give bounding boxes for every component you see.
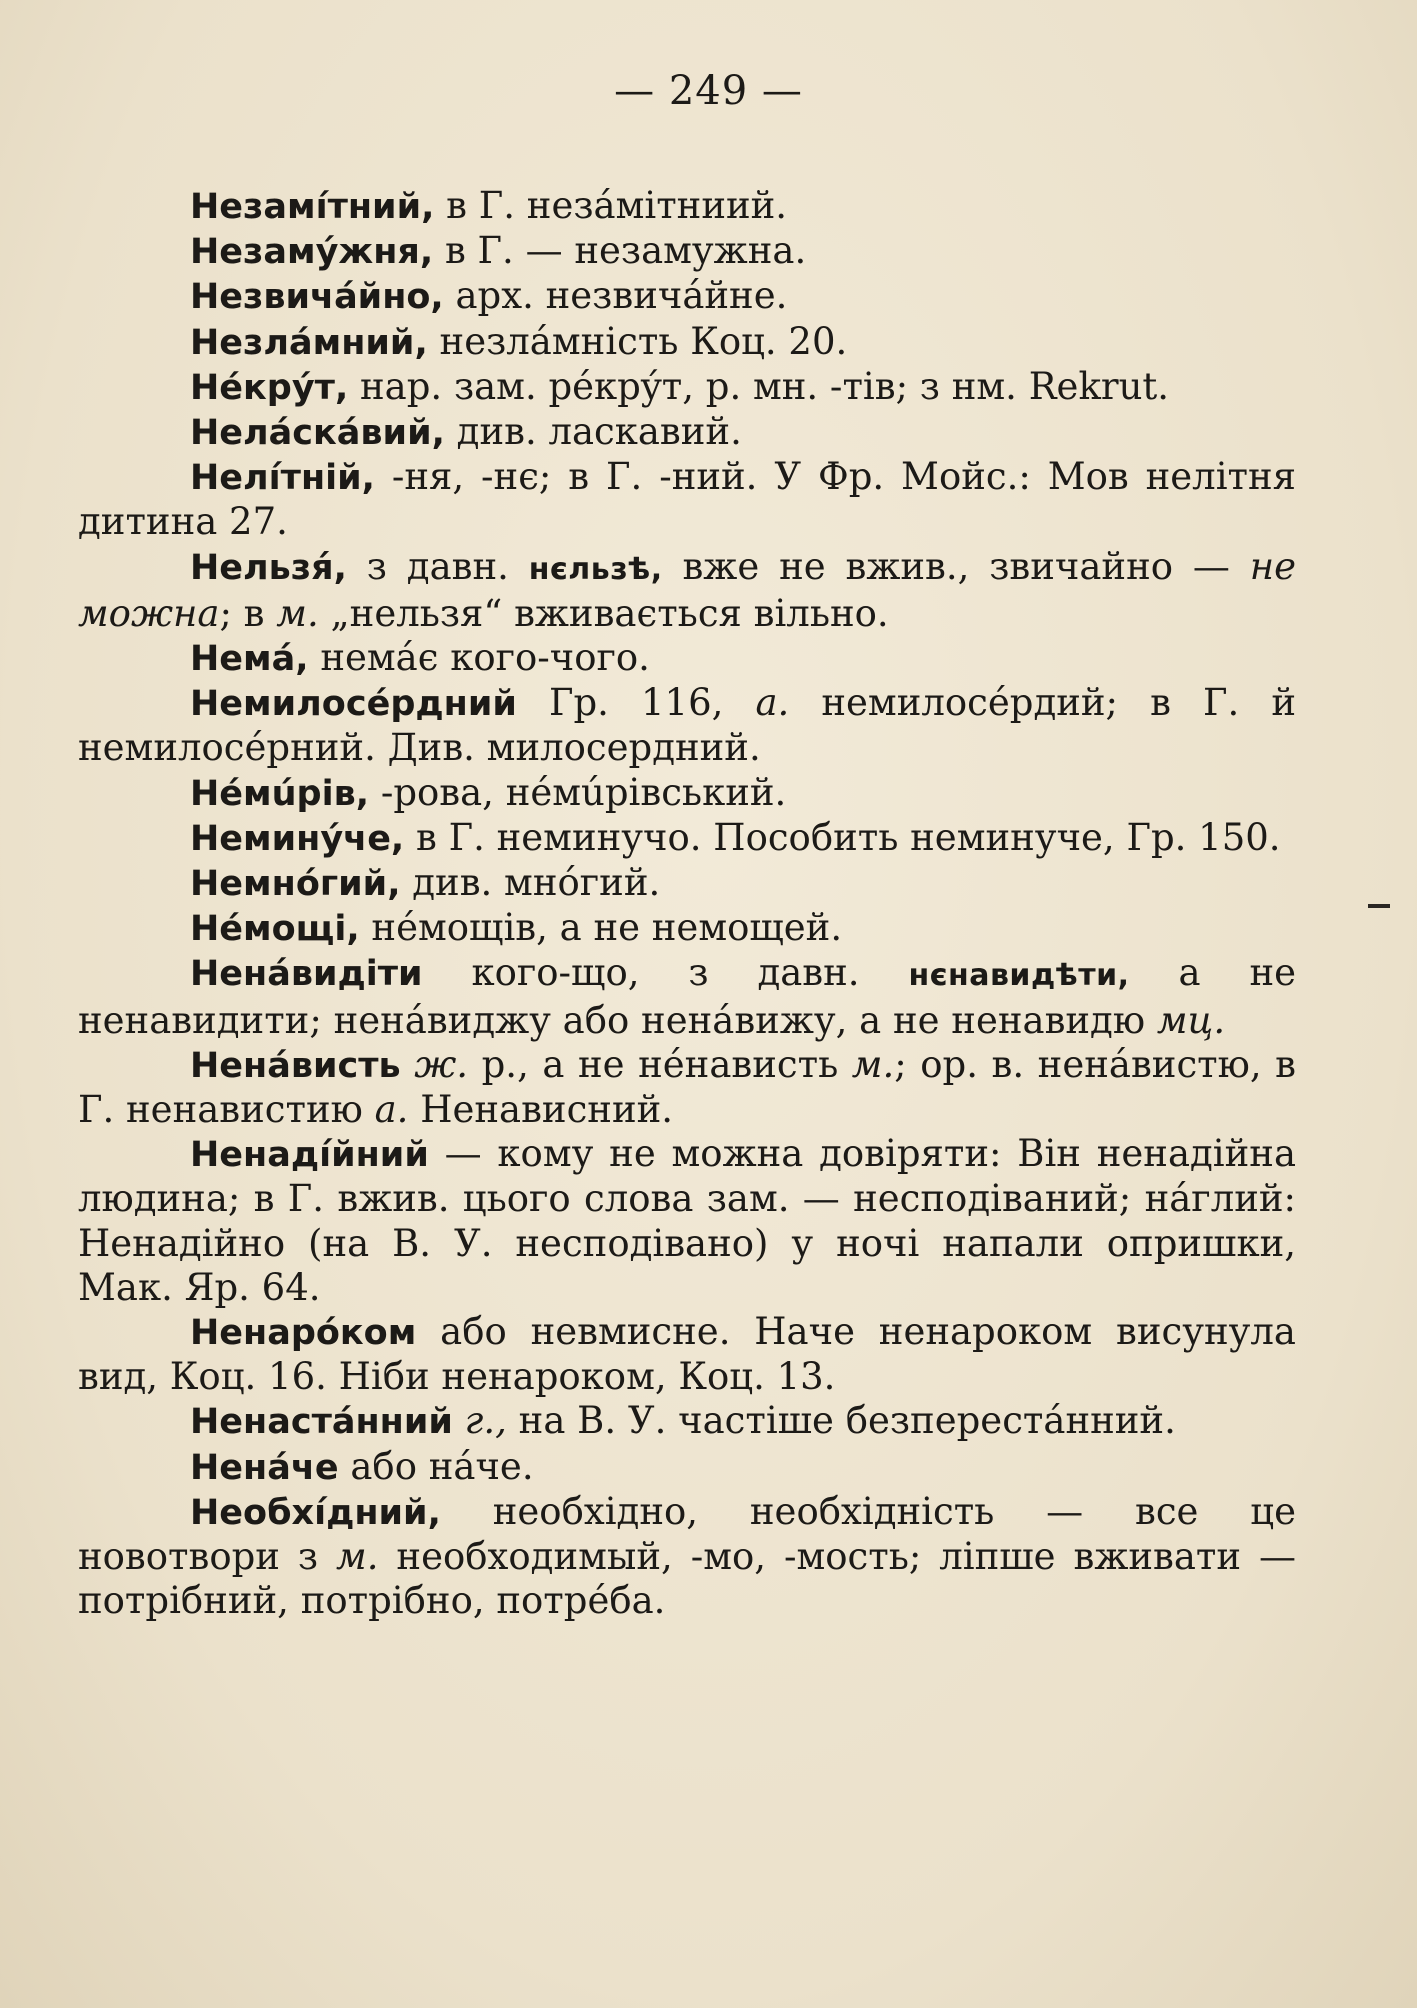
dictionary-entry <box>78 1043 1296 1132</box>
entry-text: необходимый, -мо, -мость; ліпше вживати — потрібний, потрібно, потрéба. <box>78 1535 1296 1623</box>
entry-text: незлáмність Коц. 20. <box>427 319 848 363</box>
dictionary-entry <box>78 455 1296 544</box>
entry-italic-text: а. <box>755 681 790 725</box>
dictionary-entry <box>78 1399 1296 1444</box>
entry-text: -ня, -нє; в Г. -ний. У Фр. Мойс.: Мов нелітня дитина 27. <box>78 455 1296 544</box>
entry-headword: Немилосéрдний <box>190 684 517 725</box>
entry-italic-text: м. <box>851 1042 895 1086</box>
entry-text: або нáче. <box>338 1444 534 1488</box>
entry-italic-text: не можна <box>78 544 1297 635</box>
old-slavonic-form: нєльзѣ, <box>528 551 663 587</box>
entry-headword: Незлáмний, <box>190 322 428 363</box>
dictionary-entry <box>78 906 1296 951</box>
margin-dash-mark <box>1368 904 1390 908</box>
dictionary-entry <box>78 229 1296 274</box>
entry-text: кого-що, з давн. <box>422 951 909 995</box>
entry-text: з давн. <box>346 544 529 588</box>
dictionary-entry <box>78 1132 1296 1310</box>
entry-text: див. ласкавий. <box>444 410 742 454</box>
dictionary-entry <box>78 320 1296 365</box>
entry-text: необхідно, необхідність — все це новотвори з <box>78 1489 1296 1579</box>
dictionary-entry <box>78 771 1296 816</box>
entry-headword: Нелíтній, <box>190 458 375 499</box>
entry-text: ; ор. в. ненáвистю, в Г. ненавистию <box>78 1042 1297 1132</box>
entry-italic-text: м. <box>336 1535 379 1579</box>
entry-headword: Ненáче <box>190 1447 339 1488</box>
dictionary-entry <box>78 951 1296 1042</box>
dictionary-entry <box>78 365 1296 410</box>
entry-italic-text: а. <box>374 1088 409 1132</box>
dictionary-entry <box>78 1490 1296 1624</box>
entry-text: немáє кого-чого. <box>308 636 650 680</box>
entry-text: „нельзя“ вживається вільно. <box>318 591 889 635</box>
entry-headword: Нелáскáвий, <box>190 413 445 454</box>
dictionary-entry <box>78 816 1296 861</box>
entry-headword: Немнóгий, <box>190 864 401 905</box>
entry-text: на В. У. частіше безперестáнний. <box>506 1399 1176 1443</box>
dictionary-entry <box>78 410 1296 455</box>
entry-headword: Немá, <box>190 639 309 680</box>
entry-text: -рова, нéмúрівський. <box>369 770 787 814</box>
entry-headword: Необхíдний, <box>190 1492 441 1533</box>
dictionary-entry <box>78 636 1296 681</box>
entry-text: нар. зам. рéкрýт, р. мн. -тів; з нм. Rekrut. <box>348 364 1170 408</box>
entry-text: або невмисне. Наче ненароком висунула вид, Коц. 16. Ніби ненароком, Коц. 13. <box>78 1310 1296 1399</box>
old-slavonic-form: нєнавидѣти, <box>908 958 1130 994</box>
entry-text: ; в <box>219 591 277 635</box>
entry-headword: Ненадíйний <box>190 1135 429 1176</box>
entry-headword: Нéкрýт, <box>190 367 349 408</box>
page-number: — 249 — <box>614 68 803 114</box>
entry-text: нéмощів, а не немощей. <box>359 906 843 950</box>
entry-text: Гр. 116, <box>516 681 756 725</box>
entry-text: вже не вжив., звичайно — <box>662 544 1250 588</box>
entry-headword: Ненáвисть <box>190 1045 401 1086</box>
entry-text: див. мнóгий. <box>400 861 661 905</box>
entry-headword: Нéмúрів, <box>190 773 370 814</box>
entry-headword: Нельзя́, <box>190 547 347 588</box>
dictionary-entry <box>78 545 1296 636</box>
entry-text: арх. незвичáйне. <box>443 274 788 318</box>
entry-text: р., а не нéнависть <box>468 1042 852 1086</box>
dictionary-entry <box>78 1445 1296 1490</box>
entry-text: — кому не можна довіряти: Він ненадійна людина; в Г. вжив. цього слова зам. — несподіваний; нáглий: Ненадійно (на В. У. несподівано) у ночі напали опришки, Мак. Яр. 64. <box>78 1132 1296 1309</box>
entry-italic-text: мц. <box>1156 998 1226 1042</box>
entry-headword: Неминýче, <box>190 818 405 859</box>
entry-italic-text: ж. <box>400 1042 469 1086</box>
entry-italic-text: м. <box>276 591 319 635</box>
entry-headword: Ненарóком <box>190 1313 417 1354</box>
dictionary-entry <box>78 184 1296 229</box>
entry-headword: Ненáвидіти <box>190 954 423 995</box>
dictionary-entry <box>78 1310 1296 1399</box>
entry-headword: Незвичáйно, <box>190 277 444 318</box>
entry-headword: Ненастáнний <box>190 1402 453 1443</box>
entry-headword: Нéмощі, <box>190 909 360 950</box>
entry-text: в Г. — незамужна. <box>433 229 807 273</box>
entry-italic-text: г., <box>452 1399 507 1443</box>
entry-text: в Г. незáмітниий. <box>434 184 788 227</box>
dictionary-entry <box>78 274 1296 319</box>
entry-headword: Незамíтний, <box>190 187 435 227</box>
dictionary-entry <box>78 861 1296 906</box>
entry-text: немилосéрдий; в Г. й немилосéрний. Див. милосердний. <box>78 681 1296 770</box>
entry-text: а не ненавидити; ненáвиджу або ненáвижу, а не ненавидю <box>78 951 1296 1042</box>
dictionary-entry <box>78 681 1296 770</box>
entry-text: Ненависний. <box>408 1088 674 1132</box>
entry-headword: Незамýжня, <box>190 232 434 273</box>
entry-text: в Г. неминучо. Пособить неминуче, Гр. 150. <box>404 815 1281 859</box>
entry-list <box>78 184 1296 1624</box>
